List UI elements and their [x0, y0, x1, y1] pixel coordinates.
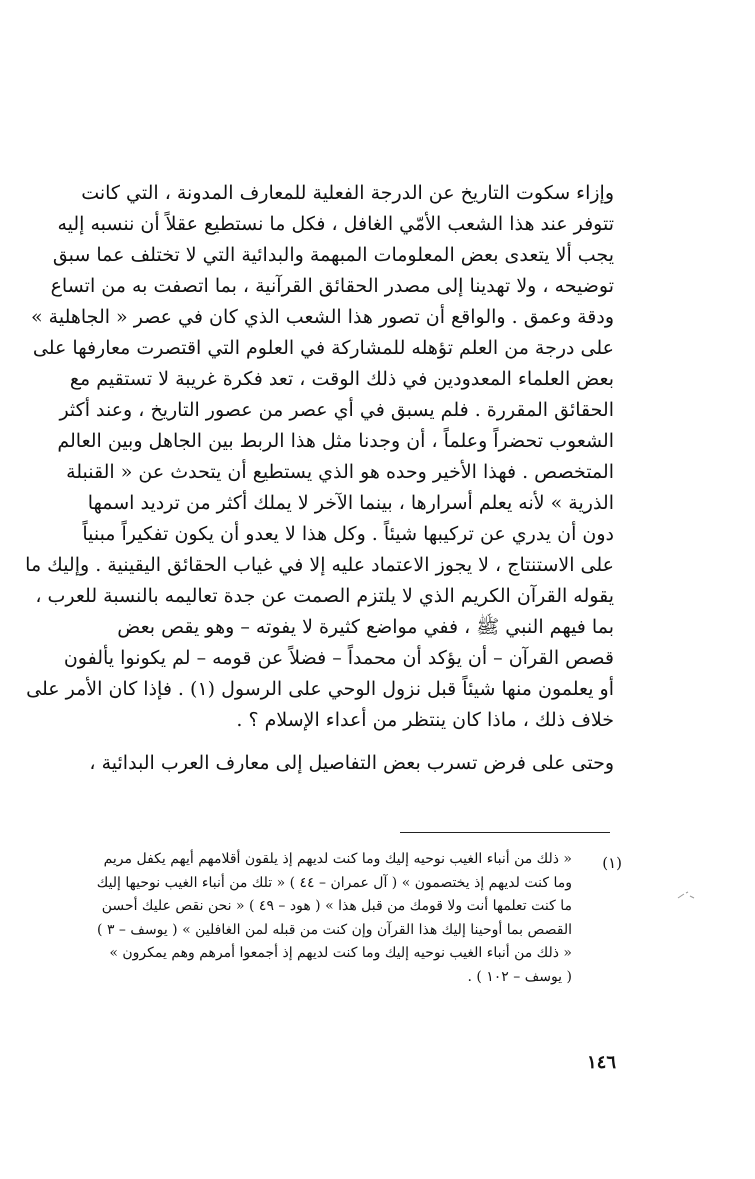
paragraph-gap [96, 736, 614, 748]
page-number: ١٤٦ [586, 1052, 616, 1073]
text-line: على الاستنتاج ، لا يجوز الاعتماد عليه إلا في غياب الحقائق اليقينية . وإليك ما [25, 554, 614, 576]
text-line: ودقة وعمق . والواقع أن تصور هذا الشعب الذي كان في عصر « الجاهلية » [31, 306, 614, 328]
footnote-line: « ذلك من أنباء الغيب نوحيه إليك وما كنت لديهم إذ يلقون أقلامهم أيهم يكفل مريم [103, 851, 572, 867]
footnote-line: ( يوسف – ١٠٢ ) . [467, 968, 572, 985]
text-line: الذرية » لأنه يعلم أسرارها ، بينما الآخر لا يملك أكثر من ترديد اسمها [87, 492, 614, 514]
text-line: المتخصص . فهذا الأخير وحده هو الذي يستطيع أن يتحدث عن « القنبلة [66, 461, 614, 483]
text-line: توضيحه ، ولا تهدينا إلى مصدر الحقائق القرآنية ، بما اتصفت به من اتساع [50, 275, 614, 297]
footnote [72, 848, 572, 989]
footnote-line: ما كنت تعلمها أنت ولا قومك من قبل هذا » ( هود – ٤٩ ) « نحن نقص عليك أحسن [101, 898, 572, 914]
text-line: بعض العلماء المعدودين في ذلك الوقت ، تعد فكرة غريبة لا تستقيم مع [69, 368, 614, 390]
text-line: قصص القرآن – أن يؤكد أن محمداً – فضلاً عن قومه – لم يكونوا يألفون [63, 647, 614, 669]
footnote-separator [400, 832, 610, 833]
text-line: خلاف ذلك ، ماذا كان ينتظر من أعداء الإسلام ؟ . [236, 709, 614, 731]
footnote-marker: (١) [602, 854, 622, 872]
last-paragraph-line: وحتى على فرض تسرب بعض التفاصيل إلى معارف العرب البدائية ، [89, 752, 614, 774]
footnote-line: وما كنت لديهم إذ يختصمون » ( آل عمران – ٤٤ ) « تلك من أنباء الغيب نوحيها إليك [96, 874, 572, 891]
main-text [25, 178, 614, 779]
text-line: تتوفر عند هذا الشعب الأمّي الغافل ، فكل ما نستطيع عقلاً أن ننسبه إليه [57, 213, 614, 235]
text-line: الشعوب تحضراً وعلماً ، أن وجدنا مثل هذا الربط بين الجاهل وبين العالم [57, 430, 614, 452]
stray-mark [676, 884, 700, 908]
text-line: بما فيهم النبي ﷺ ، ففي مواضع كثيرة لا يفوته – وهو يقص بعض [117, 616, 614, 638]
text-line: دون أن يدري عن تركيبها شيئاً . وكل هذا لا يعدو أن يكون تفكيراً مبنياً [82, 523, 614, 545]
text-line: وإزاء سكوت التاريخ عن الدرجة الفعلية للمعارف المدونة ، التي كانت [81, 182, 614, 204]
text-line: الحقائق المقررة . فلم يسبق في أي عصر من عصور التاريخ ، وعند أكثر [59, 399, 614, 421]
text-line: أو يعلمون منها شيئاً قبل نزول الوحي على الرسول (١) . فإذا كان الأمر على [26, 678, 614, 700]
footnote-line: « ذلك من أنباء الغيب نوحيه إليك وما كنت لديهم إذ أجمعوا أمرهم وهم يمكرون » [109, 945, 572, 961]
text-line: يجب ألا يتعدى بعض المعلومات المبهمة والبدائية التي لا تختلف عما سبق [52, 244, 614, 266]
footnote-line: القصص بما أوحينا إليك هذا القرآن وإن كنت من قبله لمن الغافلين » ( يوسف – ٣ ) [97, 921, 572, 938]
text-line: يقوله القرآن الكريم الذي لا يلتزم الصمت عن جدة تعاليمه بالنسبة للعرب ، [35, 585, 614, 607]
text-line: على درجة من العلم تؤهله للمشاركة في العلوم التي اقتصرت معارفها على [32, 337, 614, 359]
